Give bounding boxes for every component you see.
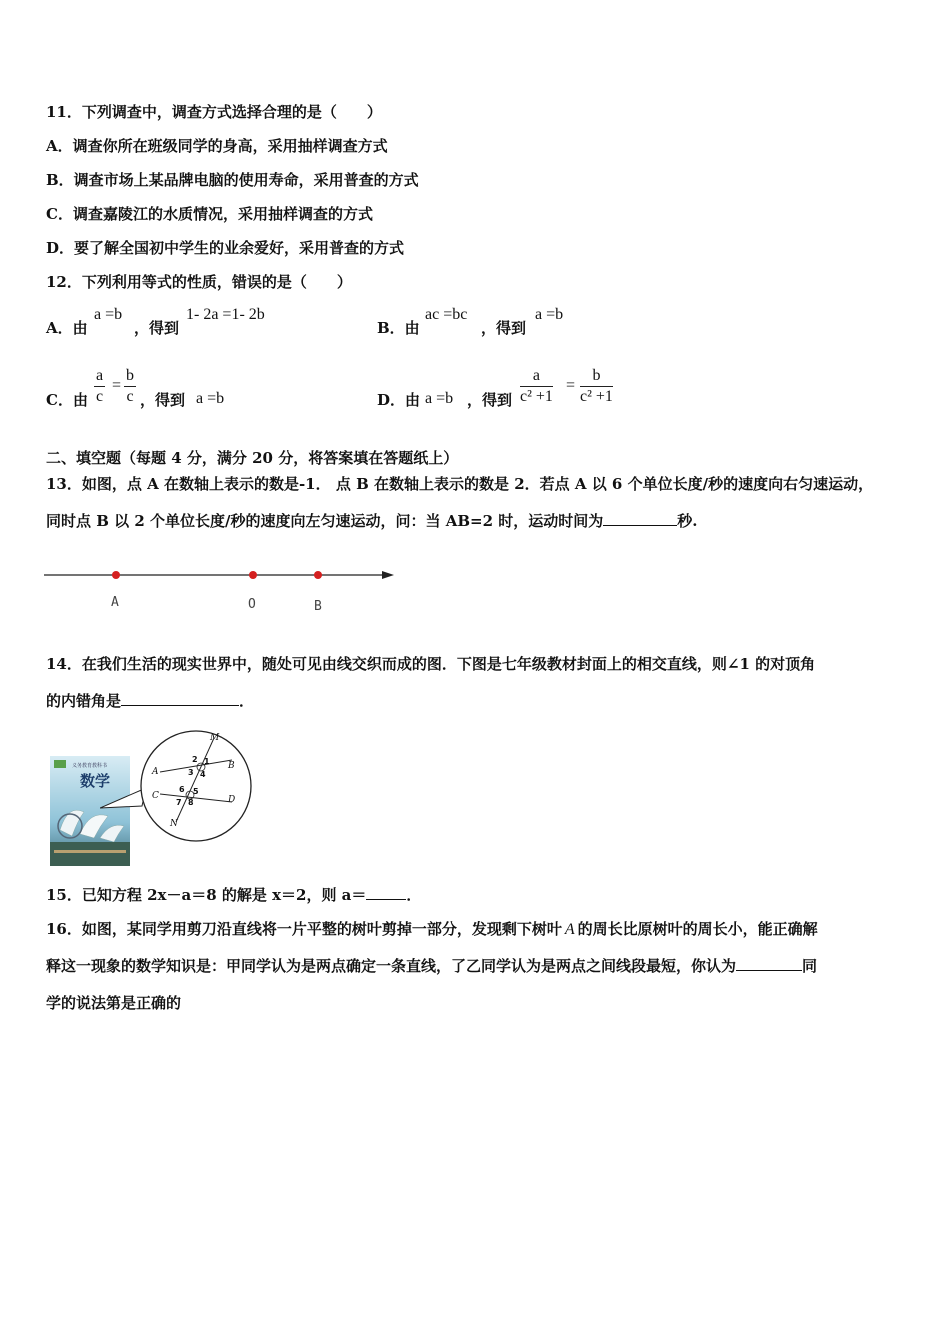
q12-c-num2: b: [124, 366, 136, 387]
q12-d-fraction-right: [580, 366, 613, 407]
q13-line2-end: 秒.: [677, 512, 698, 530]
q12-c-label: C．由: [46, 391, 88, 409]
point-a-dot: [112, 571, 120, 579]
q15-answer-blank[interactable]: [366, 885, 406, 900]
q12-c-mid: ，得到: [140, 391, 186, 409]
label-m: M: [210, 733, 220, 743]
point-b-label: B: [314, 599, 322, 614]
q16-leaf-variable: A: [564, 921, 575, 938]
cover-logo: [54, 760, 66, 768]
q12-b-label: B．由: [377, 319, 420, 337]
callout-pointer: [100, 788, 146, 808]
q13-answer-blank[interactable]: [603, 511, 677, 526]
point-o-dot: [249, 571, 257, 579]
q12-a-premise: a =b: [94, 306, 123, 323]
q16-line2: [46, 956, 817, 976]
q14-line1: 14．在我们生活的现实世界中，随处可见由线交织而成的图．下图是七年级教材封面上的相交直线，则∠1 的对顶角: [46, 655, 816, 673]
q12-a-label: A．由: [46, 319, 88, 337]
q12-d-eq: =: [566, 377, 576, 394]
cover-title: 数学: [80, 772, 111, 790]
label-angle-4: 4: [200, 770, 206, 779]
q11-option-c: C．调查嘉陵江的水质情况，采用抽样调查的方式: [46, 205, 373, 223]
q12-c-fraction-right: [124, 366, 136, 407]
q12-d-num2: b: [580, 366, 613, 387]
q15-line: [46, 885, 421, 905]
label-angle-6: 6: [179, 785, 185, 794]
magnifier-circle: [141, 731, 251, 841]
q16-line1-text: 16．如图，某同学用剪刀沿直线将一片平整的树叶剪掉一部分，发现剩下树叶: [46, 920, 562, 938]
q12-a-result: 1- 2a =1- 2b: [186, 306, 265, 323]
q12-c-num1: a: [94, 366, 105, 387]
section-2-title: 二、填空题（每题 4 分，满分 20 分，将答案填在答题纸上）: [46, 449, 459, 467]
label-angle-3: 3: [188, 768, 194, 777]
q14-line2-text: 的内错角是: [46, 692, 122, 710]
q12-c-fraction-left: [94, 366, 105, 407]
point-b-dot: [314, 571, 322, 579]
q11-option-d: D．要了解全国初中学生的业余爱好，采用普查的方式: [46, 239, 405, 257]
q12-b-mid: ，得到: [481, 319, 527, 337]
label-n: N: [170, 819, 178, 829]
q12-c-result: a =b: [196, 390, 225, 407]
q12-d-fraction-left: [520, 366, 553, 407]
label-d: D: [228, 795, 236, 805]
q11-option-b: B．调查市场上某品牌电脑的使用寿命，采用普查的方式: [46, 171, 419, 189]
label-a: A: [152, 767, 159, 777]
q13-line1: 13．如图，点 A 在数轴上表示的数是-1． 点 B 在数轴上表示的数是 2．若点 A 以 6 个单位长度/秒的速度向右匀速运动，: [46, 475, 874, 493]
q12-d-num1: a: [520, 366, 553, 387]
number-line: [40, 560, 410, 620]
label-angle-1: 1: [204, 757, 210, 766]
q12-d-den2: c² +1: [580, 388, 613, 405]
q15-end: ．: [406, 886, 422, 904]
q16-line2-text: 释这一现象的数学知识是：甲同学认为是两点确定一条直线，了乙同学认为是两点之间线段最短，你认为: [46, 957, 737, 975]
q13-line2: [46, 511, 698, 531]
q12-b-premise: ac =bc: [425, 306, 468, 323]
q15-text: 15．已知方程 2x－a＝8 的解是 x＝2，则 a＝: [46, 886, 367, 904]
label-angle-2: 2: [192, 755, 198, 764]
label-angle-7: 7: [176, 798, 182, 807]
cover-header: 义务教育教科书: [72, 763, 108, 769]
q16-line3: 学的说法第是正确的: [46, 994, 182, 1012]
point-o-label: O: [248, 597, 256, 612]
intersecting-lines-diagram: [100, 722, 256, 856]
q12-d-premise: a =b: [425, 390, 454, 407]
q11-stem: 11．下列调查中，调查方式选择合理的是（ ）: [46, 103, 382, 121]
q12-a-mid: ，得到: [134, 319, 180, 337]
label-c: C: [152, 791, 159, 801]
q14-line2-end: ．: [239, 692, 255, 710]
point-a-label: A: [111, 595, 119, 610]
q12-d-label: D．由: [377, 391, 421, 409]
q16-line1: [46, 919, 818, 940]
q16-line2-end: 同: [802, 957, 818, 975]
number-line-arrow-icon: [382, 571, 394, 579]
q12-stem: 12．下列利用等式的性质，错误的是（ ）: [46, 273, 352, 291]
q12-d-den1: c² +1: [520, 388, 553, 405]
label-angle-8: 8: [188, 798, 194, 807]
q11-option-a: A．调查你所在班级同学的身高，采用抽样调查方式: [46, 137, 388, 155]
q12-c-den1: c: [96, 388, 104, 405]
q16-answer-blank[interactable]: [736, 956, 802, 971]
label-b: B: [228, 761, 235, 771]
q14-answer-blank[interactable]: [121, 691, 239, 706]
q12-c-eq: =: [112, 377, 122, 394]
label-angle-5: 5: [193, 787, 199, 796]
q13-line2-text: 同时点 B 以 2 个单位长度/秒的速度向左匀速运动，问：当 AB=2 时，运动时间为: [46, 512, 604, 530]
q12-c-den2: c: [126, 388, 134, 405]
q14-line2: [46, 691, 254, 711]
q12-d-mid: ，得到: [467, 391, 513, 409]
q12-b-result: a =b: [535, 306, 564, 323]
q16-line1-end: 的周长比原树叶的周长小，能正确解: [577, 920, 818, 938]
